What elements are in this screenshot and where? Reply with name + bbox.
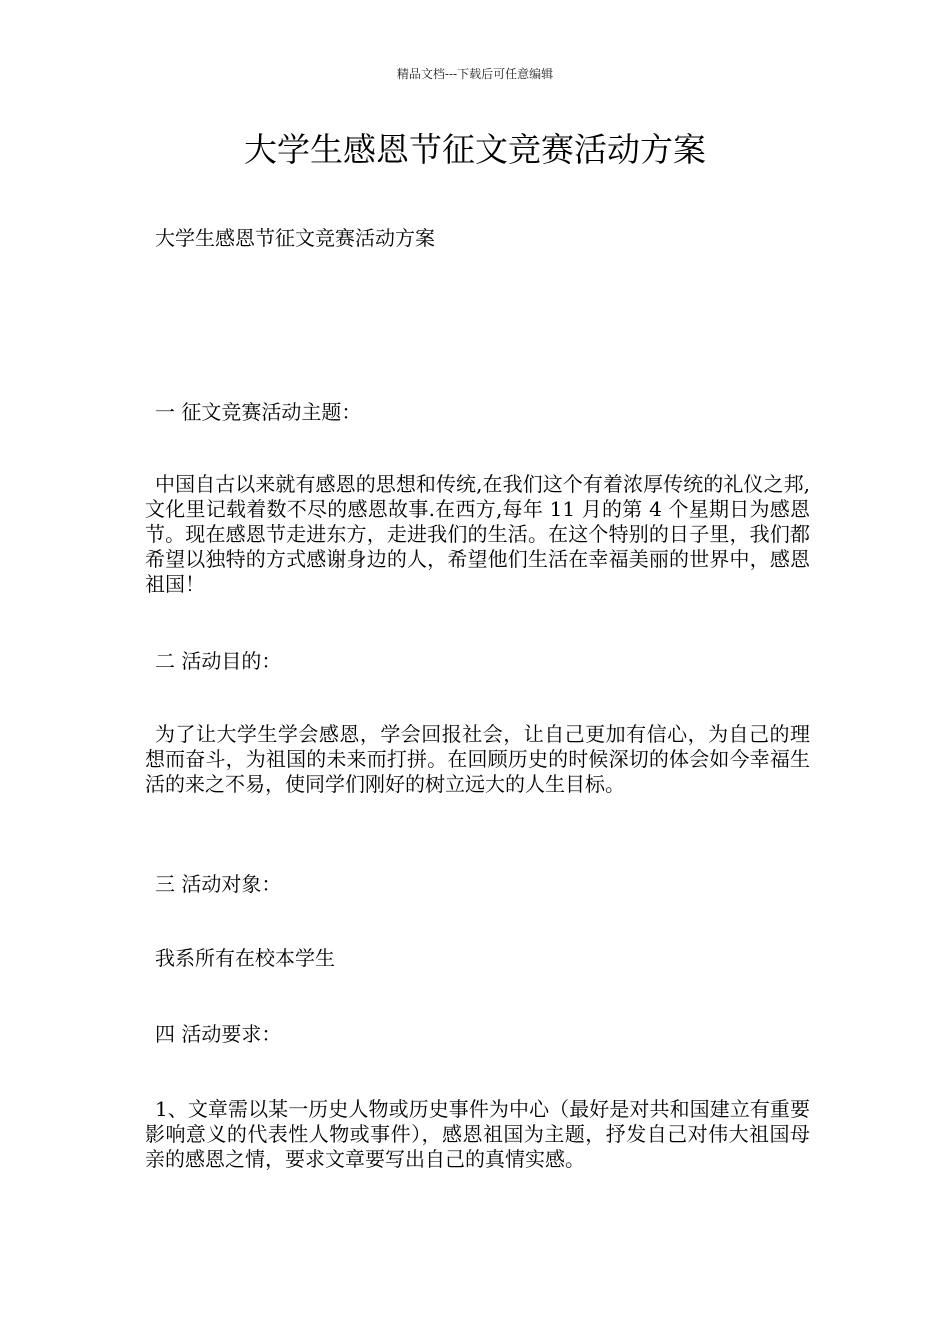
section-heading-theme: 一 征文竞赛活动主题： [155,400,362,424]
section-body-purpose: 为了让大学生学会感恩，学会回报社会，让自己更加有信心，为自己的理想而奋斗，为祖国的未来而打拼。在回顾历史的时候深切的体会如今幸福生活的来之不易，使同学们刚好的树立远大的人生目标。 [145,722,810,796]
section-body-theme: 中国自古以来就有感恩的思想和传统,在我们这个有着浓厚传统的礼仪之邦,文化里记载着数不尽的感恩故事.在西方,每年 11 月的第 4 个星期日为感恩节。现在感恩节走进东方，走进我们的生活。在这个特别的日子里，我们都希望以独特的方式感谢身边的人，希望他们生活在幸福美丽的世界中，感恩祖国！ [145,472,810,596]
document-subtitle: 大学生感恩节征文竞赛活动方案 [155,226,435,250]
section-heading-requirements: 四 活动要求： [155,1022,282,1046]
section-body-requirements: 1、文章需以某一历史人物或历史事件为中心（最好是对共和国建立有重要影响意义的代表性人物或事件），感恩祖国为主题，抒发自己对伟大祖国母亲的感恩之情，要求文章要写出自己的真情实感。 [145,1097,810,1171]
document-title: 大学生感恩节征文竞赛活动方案 [244,130,706,169]
header-note: 精品文档---下载后可任意编辑 [396,67,554,81]
section-heading-audience: 三 活动对象： [155,872,282,896]
section-body-audience: 我系所有在校本学生 [155,946,335,970]
section-heading-purpose: 二 活动目的： [155,649,282,673]
